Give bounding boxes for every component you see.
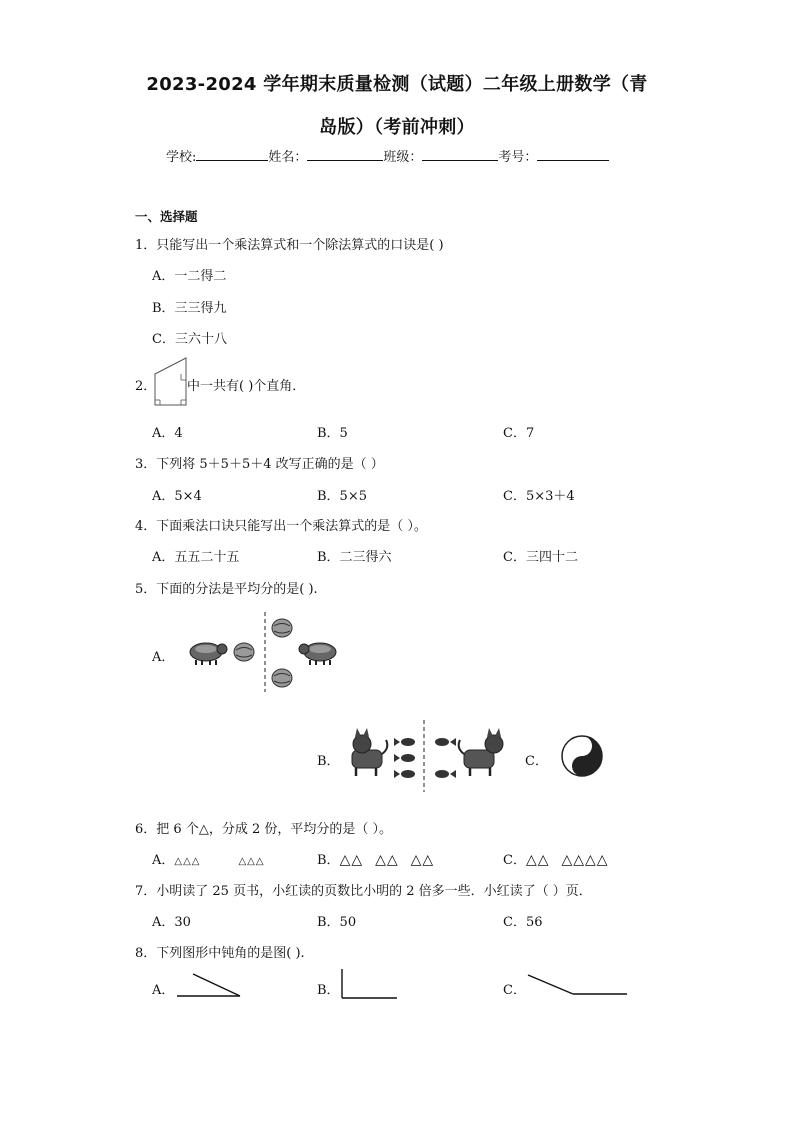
yin-yang-icon (560, 734, 604, 778)
q2-trapezoid-figure (154, 357, 188, 407)
option-label: B． (317, 853, 340, 868)
q1-option-b[interactable]: B．三三得九 (152, 301, 227, 316)
class-label: 班级： (383, 150, 423, 165)
question-text: 小明读了 25 页书，小红读的页数比小明的 2 倍多一些．小红读了（ ）页． (156, 884, 592, 899)
q5-option-a-figure (186, 612, 346, 694)
q1-option-c[interactable]: C．三六十八 (152, 332, 227, 347)
q4-option-a[interactable]: A．五五二十五 (152, 550, 240, 565)
q1-option-a[interactable]: A．一二得二 (152, 269, 227, 284)
school-label: 学校: (166, 150, 197, 165)
question-2-text: 中一共有( )个直角． (187, 379, 306, 394)
q4-option-c[interactable]: C．三四十二 (503, 550, 578, 565)
q6-option-a[interactable] (152, 849, 265, 868)
fish-icon (435, 770, 456, 778)
q8-option-b-angle-figure (340, 968, 400, 1000)
id-blank[interactable] (537, 148, 609, 161)
question-number: 4． (135, 519, 157, 534)
q8-option-c[interactable]: C． (503, 983, 526, 998)
pig-icon (190, 643, 227, 665)
q7-option-a[interactable]: A．30 (152, 915, 191, 930)
option-label: C． (503, 853, 526, 868)
q5-option-c[interactable]: C． (525, 754, 548, 769)
q4-option-b[interactable]: B．二三得六 (317, 550, 392, 565)
cat-icon (352, 728, 387, 776)
q2-option-b[interactable]: B．5 (317, 426, 348, 441)
page-title-line2: 岛版）（考前冲刺） (319, 117, 475, 138)
question-text: 下列将 5＋5＋5＋4 改写正确的是（ ） (156, 457, 384, 472)
fish-icon (394, 770, 415, 778)
q8-option-a[interactable]: A． (152, 983, 175, 998)
triangle-group: △△ (410, 852, 435, 868)
class-blank[interactable] (422, 148, 498, 161)
question-1 (135, 234, 444, 253)
question-2-number: 2． (135, 379, 157, 394)
question-text: 下列图形中钝角的是图( ). (156, 946, 305, 961)
q2-option-a[interactable]: A．4 (152, 426, 183, 441)
question-6 (135, 818, 392, 837)
question-8 (135, 942, 305, 961)
q3-option-b[interactable]: B．5×5 (317, 489, 367, 504)
cat-icon (459, 728, 503, 776)
triangle-group: △△△△ (561, 852, 609, 868)
question-3 (135, 453, 384, 472)
student-info-line (166, 146, 609, 165)
question-text: 下面乘法口诀只能写出一个乘法算式的是（ ）。 (156, 519, 427, 534)
q5-option-b-figure (348, 720, 508, 792)
q3-option-c[interactable]: C．5×3＋4 (503, 489, 575, 504)
q6-option-b[interactable] (317, 849, 434, 868)
question-4 (135, 515, 427, 534)
walnut-icon (272, 619, 292, 637)
q8-option-c-angle-figure (527, 972, 629, 998)
question-text: 只能写出一个乘法算式和一个除法算式的口诀是( ) (156, 238, 444, 253)
q6-option-c[interactable] (503, 849, 609, 868)
question-7 (135, 880, 592, 899)
q7-option-b[interactable]: B．50 (317, 915, 357, 930)
fish-icon (394, 754, 415, 762)
page-title-line1: 2023-2024 学年期末质量检测（试题）二年级上册数学（青 (146, 74, 648, 95)
q5-option-a[interactable]: A． (152, 650, 175, 665)
q8-option-b[interactable]: B． (317, 983, 340, 998)
walnut-icon (234, 643, 254, 661)
q5-option-b[interactable]: B． (317, 754, 340, 769)
question-number: 5． (135, 582, 157, 597)
question-5 (135, 578, 318, 597)
name-label: 姓名： (268, 150, 308, 165)
fish-icon (394, 738, 415, 746)
triangle-group: △△ (375, 852, 399, 868)
triangle-group: △△ (525, 852, 550, 868)
triangle-group: △△△ (238, 856, 265, 867)
fish-icon (435, 738, 456, 746)
walnut-icon (272, 669, 292, 687)
q2-option-c[interactable]: C．7 (503, 426, 535, 441)
question-number: 3． (135, 457, 157, 472)
id-label: 考号： (498, 150, 538, 165)
question-number: 7． (135, 884, 157, 899)
section-heading: 一、选择题 (135, 209, 198, 224)
question-number: 6． (135, 822, 157, 837)
question-text: 把 6 个△，分成 2 份，平均分的是（ ）。 (156, 822, 392, 837)
q7-option-c[interactable]: C．56 (503, 915, 543, 930)
q8-option-a-angle-figure (176, 972, 242, 1000)
triangle-group: △△ (339, 852, 364, 868)
school-blank[interactable] (196, 148, 268, 161)
q3-option-a[interactable]: A．5×4 (152, 489, 202, 504)
pig-icon (299, 643, 336, 665)
triangle-group: △△△ (174, 856, 201, 867)
question-number: 8． (135, 946, 157, 961)
option-label: A． (152, 853, 175, 868)
question-text: 下面的分法是平均分的是( ). (156, 582, 318, 597)
name-blank[interactable] (307, 148, 383, 161)
question-number: 1． (135, 238, 157, 253)
